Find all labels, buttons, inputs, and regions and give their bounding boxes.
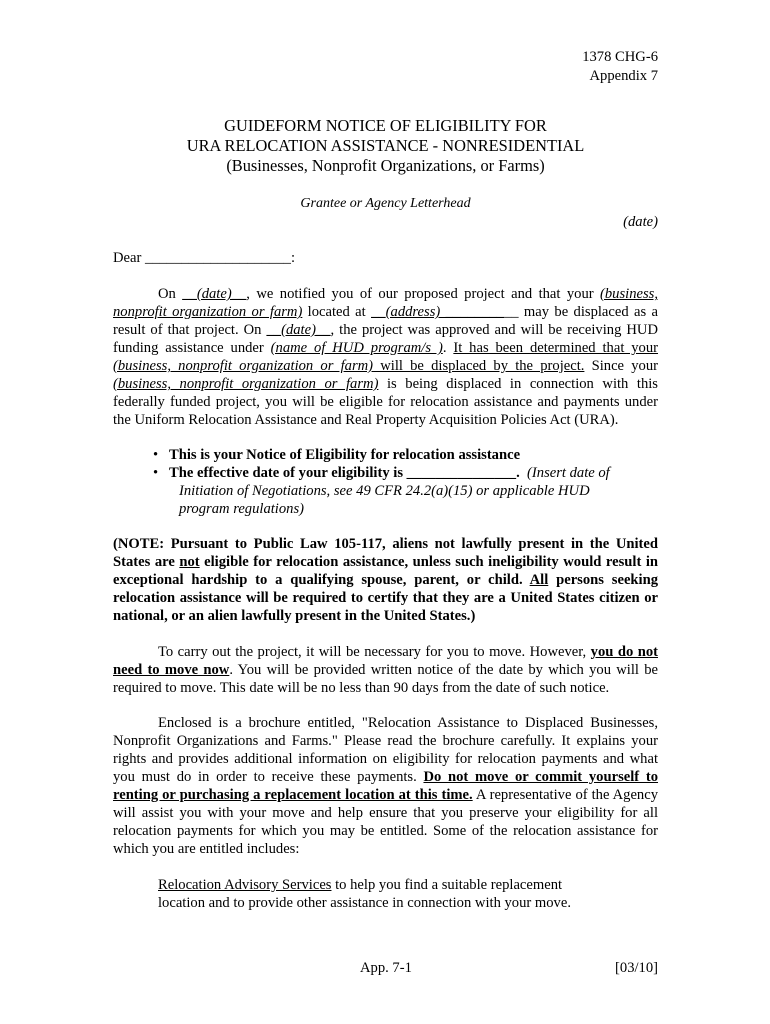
bullet-item: • This is your Notice of Eligibility for relocation assistance bbox=[153, 447, 521, 463]
eligibility-bullet-list: • This is your Notice of Eligibility for relocation assistance • The effective date of your eligibility is _______________. (Insert date of Initiation of Negotiations, see 49 CFR 24.2(a)(15) or applicable HUD program regulations) bbox=[153, 446, 663, 518]
address-field: __(address) ________ bbox=[371, 304, 504, 320]
appendix-label: Appendix 7 bbox=[589, 68, 658, 84]
paragraph-intro: On __(date)__, we notified you of our proposed project and that your (business, nonprofit organization or farm) located at __(address) __________ may be displaced as a result of that project. On __(date)__, the project was approved and will be receiving HUD funding assistance under (name of HUD program/s ). It has been determined that your (business, nonprofit organization or farm) will be displaced by the project. Since your (business, nonprofit organization or farm) is being displaced in connection with this federally funded project, you will be eligible for relocation assistance and payments under the Uniform Relocation Assistance and Real Property Acquisition Policies Act (URA). bbox=[113, 286, 659, 428]
date-placeholder: (date) bbox=[623, 214, 658, 230]
business-field: (business, nonprofit organization or farm) bbox=[113, 376, 379, 392]
document-title bbox=[113, 116, 658, 176]
title-line-2: URA RELOCATION ASSISTANCE - NONRESIDENTIAL bbox=[186, 136, 585, 155]
salutation: Dear ____________________: bbox=[113, 250, 295, 266]
page-number: App. 7-1 bbox=[360, 960, 412, 976]
bullet-icon: • bbox=[153, 447, 159, 463]
paragraph-brochure: Enclosed is a brochure entitled, "Relocation Assistance to Displaced Businesses, Nonprofit Organizations and Farms." Please read the brochure carefully. It explains your rights and provides additional information on eligibility for relocation payments and what you must do in order to receive these payments. Do not move or commit yourself to renting or purchasing a replacement location at this time. A representative of the Agency will assist you with your move and help ensure that you preserve your eligibility for all relocation payments for which you may be entitled. Some of the relocation assistance for which you are entitled includes: bbox=[113, 715, 659, 857]
document-header bbox=[582, 48, 658, 86]
legal-note: (NOTE: Pursuant to Public Law 105-117, aliens not lawfully present in the United States are not eligible for relocation assistance, unless such ineligibility would result in exceptional hardship to a qualifying spouse, parent, or child. All persons seeking relocation assistance will be required to certify that they are a United States citizen or national, or an alien lawfully present in the United States.) bbox=[113, 536, 659, 624]
title-line-1: GUIDEFORM NOTICE OF ELIGIBILITY FOR bbox=[224, 116, 547, 135]
business-field: (business, nonprofit organization or farm) bbox=[113, 286, 658, 320]
revision-date: [03/10] bbox=[615, 960, 658, 976]
business-field: (business, nonprofit organization or farm) bbox=[113, 358, 374, 374]
bullet-icon: • bbox=[153, 465, 159, 481]
hud-program-field: (name of HUD program/s ) bbox=[270, 340, 443, 356]
advisory-services: Relocation Advisory Services to help you find a suitable replacement location and to provide other assistance in connection with your move. bbox=[158, 877, 571, 911]
title-line-3: (Businesses, Nonprofit Organizations, or Farms) bbox=[226, 156, 545, 175]
paragraph-move: To carry out the project, it will be necessary for you to move. However, you do not need to move now. You will be provided written notice of the date by which you will be required to move. This date will be no less than 90 days from the date of such notice. bbox=[113, 644, 658, 696]
doc-number: 1378 CHG-6 bbox=[582, 49, 658, 65]
date-field: __(date)__ bbox=[266, 322, 331, 338]
date-field: __(date)__ bbox=[182, 286, 247, 302]
letterhead-placeholder: Grantee or Agency Letterhead bbox=[300, 196, 471, 211]
bullet-item: • The effective date of your eligibility is _______________. (Insert date of bbox=[153, 465, 610, 481]
